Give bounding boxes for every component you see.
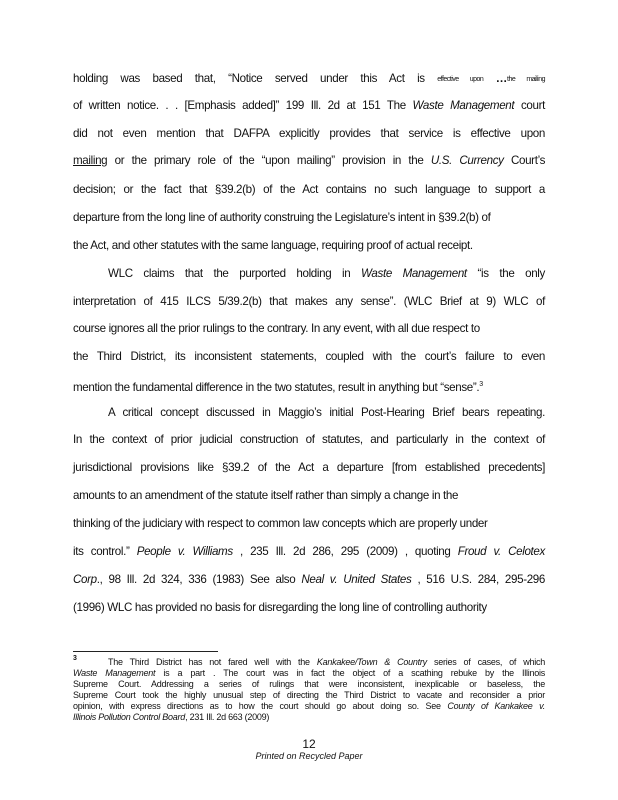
body-line-15 [73,461,545,475]
text-segment: initial Post-Hearing Brief bears repeating. [329,406,545,419]
footnote-line-2 [73,668,545,679]
text-segment: departure from the long line of authority construing the Legislature’s intent in §39.2(b) of [73,211,491,224]
footnote-reference[interactable]: 3 [479,381,483,388]
footnote-line-1 [108,657,545,668]
text-segment: its control.” [73,545,130,558]
body-line-8 [108,267,545,281]
text-segment: Supreme Court. Addressing a series of rulings that were inconsistent, inexplicable or baseless, the [73,679,545,689]
text-segment: and particularly in the context of [370,433,546,446]
text-segment: WLC of [503,295,545,308]
text-segment: interpretation of 415 ILCS 5/39.2(b) that makes any sense”. (WLC Brief at 9) [73,295,496,308]
body-line-19 [73,573,545,587]
text-segment: ., 98 Ill. 2d 324, 336 (1983) See also [96,573,296,586]
text-segment: mention the fundamental difference in the two statutes, result in anything but “sense”. [73,381,480,394]
case-name: Kankakee/Town & Country [316,657,427,667]
text-segment: “Notice served under this Act is [228,72,425,85]
case-name: Waste Management [361,267,467,280]
footnote-divider [73,651,218,652]
text-segment: “is the only [477,267,545,280]
body-line-13 [108,406,545,420]
text-segment: mention that DAFPA explicitly provides that service is effective [156,127,511,140]
body-line-2 [73,99,545,113]
text-segment-small: effective upon [437,76,484,83]
text-segment: Supreme Court took the highly unusual step of directing the Third District to vacate and reconsider a prior [73,690,545,700]
case-name: Waste Management [73,668,156,678]
text-segment: in the [392,154,424,167]
case-name: Corp [73,573,97,586]
text-segment: 2d 286, 295 (2009) [292,545,398,558]
text-segment: series of cases, of which [434,657,545,667]
text-segment: opinion, with express directions as to how the court should go about doing so. See [73,701,441,711]
text-segment: thinking of the judiciary with respect to common law concepts which are properly under [73,517,488,530]
text-segment: the Act, and other statutes with the same language, requiring proof of actual receipt. [73,239,473,252]
text-segment: , 516 U.S. 284, 295-296 [417,573,545,586]
footnote-line-3 [73,679,545,690]
body-line-10 [73,322,545,336]
text-segment: A critical concept discussed in Maggio’s [108,406,322,419]
body-line-3 [73,127,545,141]
text-segment: is a part . The court was in fact the object of a scathing rebuke by the Illinois [163,668,545,678]
body-line-17 [73,517,545,531]
recycled-paper-note: Printed on Recycled Paper [255,751,363,761]
text-segment: upon [520,127,546,140]
text-segment: its inconsistent statements, coupled with the court’s failure to even [174,350,545,363]
text-segment: 199 Ill. 2d at 151 [285,99,381,112]
text-segment: (1996) WLC has provided no basis for disregarding the long line of controlling authority [73,601,487,614]
body-line-7 [73,239,545,253]
text-segment: jurisdictional provisions like §39.2 of the Act [73,461,314,474]
body-line-6 [73,211,545,225]
body-line-12 [73,378,545,395]
footnote-mark: 3 [73,655,77,662]
text-segment: of written notice. . . [Emphasis added]” [73,99,280,112]
body-line-9 [73,295,545,309]
text-segment: to support a [477,183,546,196]
text-segment: Court’s [510,154,546,167]
text-segment: course ignores all the prior rulings to the contrary. In any event, with all due respect to [73,322,480,335]
ellipsis: … [495,72,508,85]
text-segment-small: the mailing [507,76,546,83]
case-name: People v. Williams [136,545,233,558]
case-name: U.S. Currency [430,154,504,167]
body-line-1 [73,72,545,87]
body-line-18 [73,545,545,559]
text-segment: did not even [73,127,147,140]
body-line-4 [73,154,545,168]
text-segment: holding was based that, [73,72,216,85]
case-name: County of Kankakee v. [447,701,545,711]
footnote-line-4 [73,690,545,701]
body-line-11 [73,350,545,364]
page-number: 12 [302,737,316,751]
text-segment: , quoting [404,545,451,558]
text-segment: The Third District has not fared well with the [108,657,310,667]
text-segment: a departure [from established precedents] [322,461,546,474]
footnote-line-5 [73,701,545,712]
case-name: Froud v. Celotex [457,545,545,558]
text-segment: the Third District, [73,350,166,363]
body-line-16 [73,489,545,503]
text-segment: , 235 Ill. [240,545,286,558]
body-line-14 [73,433,545,447]
text-segment: or the primary role of the “upon mailing” provision [114,154,386,167]
underlined-word: mailing [73,154,108,167]
case-name: Neal v. United States [301,573,412,586]
text-segment: amounts to an amendment of the statute itself rather than simply a change in the [73,489,459,502]
case-name: Waste Management [412,99,515,112]
text-segment: decision; or the fact that §39.2(b) of the Act contains no such language [73,183,471,196]
case-name: Illinois Pollution Control Board [73,712,186,722]
footnote-line-6 [73,712,545,723]
body-line-5 [73,183,545,197]
text-segment: The [386,99,406,112]
text-segment: In the context of prior judicial construction of statutes, [73,433,363,446]
body-line-20 [73,601,545,615]
text-segment: WLC claims that the purported holding in [108,267,351,280]
text-segment: , 231 Ill. 2d 663 (2009) [185,712,270,722]
text-segment: court [520,99,545,112]
